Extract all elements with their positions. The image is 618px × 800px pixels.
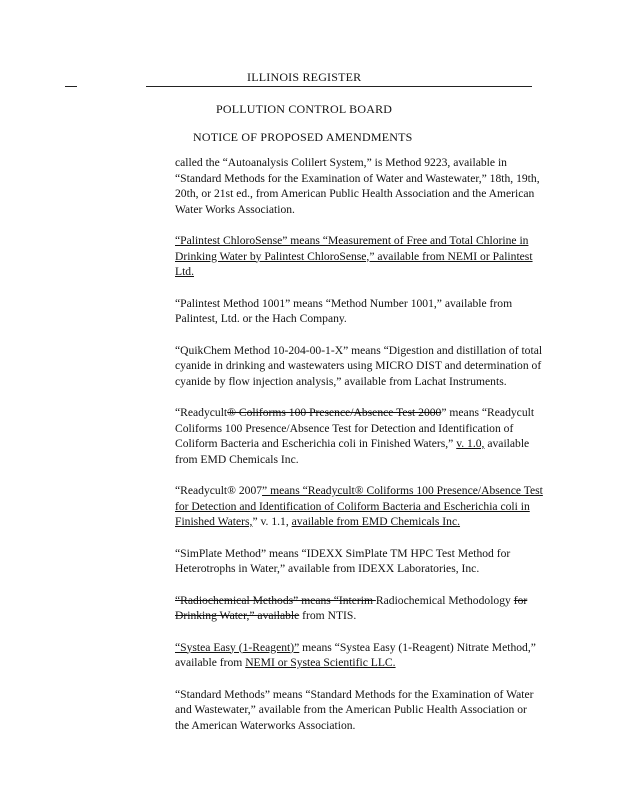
deleted-text: “Radiochemical Methods” means “ bbox=[175, 593, 339, 607]
deleted-text: for Drinking Water,” available bbox=[175, 593, 528, 622]
definition-paragraph bbox=[175, 687, 543, 734]
paragraph-text: “SimPlate Method” means “IDEXX SimPlate TM HPC Test Method for Heterotrophs in Water,” available from IDEXX Laboratories, Inc. bbox=[175, 546, 511, 575]
paragraph-text: means “Systea Easy (1-Reagent) Nitrate Method,” available from bbox=[175, 640, 536, 669]
paragraph-text: “QuikChem Method 10-204-00-1-X” means “Digestion and distillation of total cyanide in drinking and wastewaters using MICRO DIST and determination of cyanide by flow injection analysis,” available from Lachat Instruments. bbox=[175, 343, 543, 388]
inserted-text: “Palintest ChloroSense” means “Measurement of Free and Total Chlorine in Drinking Water by Palintest ChloroSense,” available from NEMI or Palintest Ltd. bbox=[175, 234, 533, 278]
paragraph-text: called the “Autoanalysis Colilert System,” is Method 9223, available in “Standard Methods for the Examination of Water and Wastewater,” 18th, 19th, 20th, or 21st ed., from American Public Health Association and the American Water Works Association. bbox=[175, 156, 540, 216]
inserted-text: ” means “Readycult® Coliforms 100 Presence/Absence Test for Detection and Identification of Coliform Bacteria and Escherichia coli in Finished Waters, bbox=[175, 484, 543, 528]
paragraph-text: ” v. 1.1, bbox=[252, 515, 292, 528]
definition-paragraph bbox=[175, 546, 543, 577]
inserted-text: v. 1.0, bbox=[456, 437, 485, 450]
header-rule-left bbox=[65, 86, 77, 87]
deleted-text: Interim bbox=[338, 593, 376, 607]
register-heading: ILLINOIS REGISTER bbox=[247, 70, 362, 84]
notice-heading: NOTICE OF PROPOSED AMENDMENTS bbox=[193, 130, 413, 144]
paragraph-text: available from EMD Chemicals Inc. bbox=[175, 437, 530, 466]
definition-paragraph bbox=[175, 155, 543, 217]
definition-paragraph bbox=[175, 405, 543, 467]
paragraph-text: “Standard Methods” means “Standard Methods for the Examination of Water and Wastewater,” available from the American Public Health Association or the American Waterworks Association. bbox=[175, 687, 534, 732]
definition-paragraph bbox=[175, 233, 543, 280]
paragraph-text: “Palintest Method 1001” means “Method Number 1001,” available from Palintest, Ltd. or the Hach Company. bbox=[175, 296, 513, 325]
inserted-text: NEMI or Systea Scientific LLC. bbox=[245, 656, 396, 669]
paragraph-text: “Readycult bbox=[175, 406, 228, 419]
inserted-text: available from EMD Chemicals Inc. bbox=[291, 515, 461, 528]
deleted-text: ® Coliforms 100 Presence/Absence Test 2000 bbox=[227, 406, 442, 419]
document-body bbox=[175, 155, 543, 749]
definition-paragraph bbox=[175, 593, 543, 624]
paragraph-text: “Readycult® 2007 bbox=[175, 484, 263, 497]
header-rule bbox=[146, 86, 532, 87]
definition-paragraph bbox=[175, 483, 543, 530]
board-heading: POLLUTION CONTROL BOARD bbox=[216, 102, 393, 116]
inserted-text: “Systea Easy (1-Reagent)” bbox=[175, 640, 300, 654]
definition-paragraph bbox=[175, 640, 543, 671]
definition-paragraph bbox=[175, 343, 543, 390]
paragraph-text: from NTIS. bbox=[299, 609, 357, 622]
paragraph-text: ” means “Readycult Coliforms 100 Presence/Absence Test for Detection and Identification of Coliform Bacteria and Escherichia coli in Finished Waters,” bbox=[175, 406, 535, 450]
paragraph-text: Radiochemical Methodology bbox=[375, 593, 514, 607]
definition-paragraph bbox=[175, 296, 543, 327]
